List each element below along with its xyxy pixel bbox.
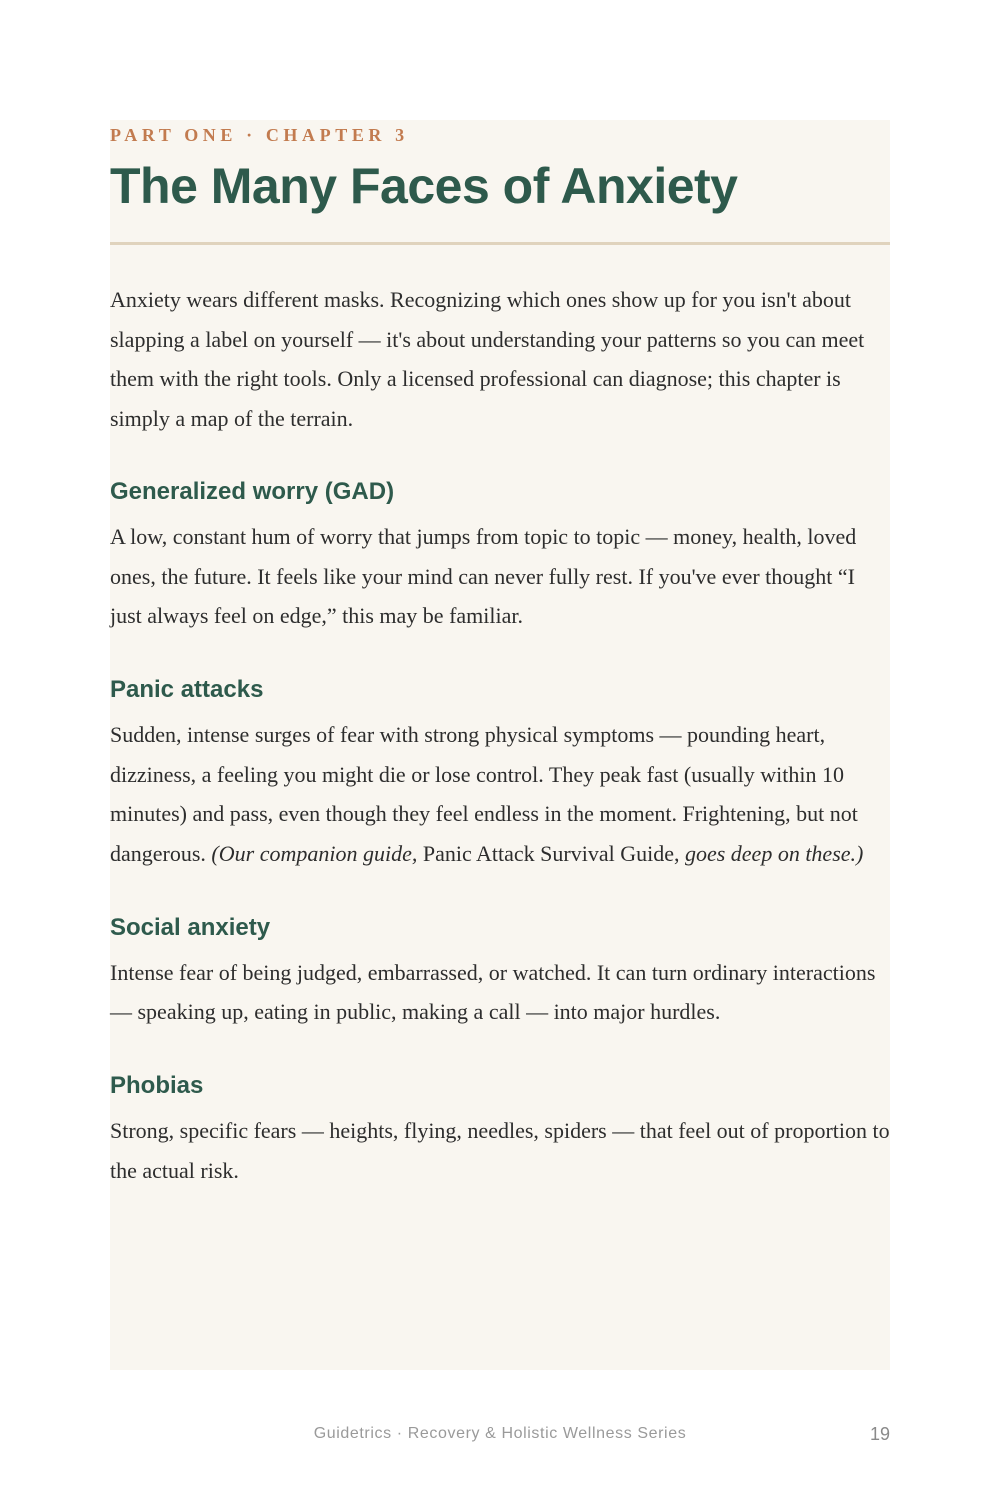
section-heading-gad: Generalized worry (GAD) [110, 477, 395, 505]
title-divider [110, 242, 890, 245]
chapter-title: The Many Faces of Anxiety [110, 158, 738, 214]
section-body-phobias: Strong, specific fears — heights, flying, needles, spiders — that feel out of proportion to the actual risk. [110, 1118, 890, 1183]
intro-paragraph: Anxiety wears different masks. Recognizing which ones show up for you isn't about slapping a label on yourself — it's about understanding your patterns so you can meet them with the right tools. Only a licensed professional can diagnose; this chapter is simply a map of the terrain. [110, 287, 865, 432]
companion-note-comma: , [673, 841, 685, 867]
companion-note-tail: goes deep on these.) [684, 841, 864, 867]
section-heading-social: Social anxiety [110, 913, 271, 941]
chapter-content [110, 120, 890, 1191]
section-heading-phobias: Phobias [110, 1072, 204, 1100]
section-body-panic [110, 715, 890, 874]
panic-body-text: Sudden, intense surges of fear with strong physical symptoms — pounding heart, dizziness, a feeling you might die or lose control. They peak fast (usually within 10 minutes) and pass, even though they feel endless in the moment. Frightening, but not dangerous. [110, 721, 858, 867]
page-number: 19 [869, 1424, 890, 1444]
section-body-social: Intense fear of being judged, embarrassed, or watched. It can turn ordinary interactions — speaking up, eating in public, making a call — into major hurdles. [110, 959, 876, 1025]
section-heading-panic: Panic attacks [110, 675, 264, 703]
section-body-gad: A low, constant hum of worry that jumps from topic to topic — money, health, loved ones, the future. It feels like your mind can never fully rest. If you've ever thought “I just always feel on edge,” this may be familiar. [110, 523, 857, 629]
chapter-kicker: PART ONE · CHAPTER 3 [110, 125, 409, 145]
footer-series: Guidetrics · Recovery & Holistic Wellness Series [313, 1425, 687, 1442]
companion-guide-title: Panic Attack Survival Guide [422, 841, 674, 867]
companion-note-lead: (Our companion guide, [211, 841, 423, 867]
